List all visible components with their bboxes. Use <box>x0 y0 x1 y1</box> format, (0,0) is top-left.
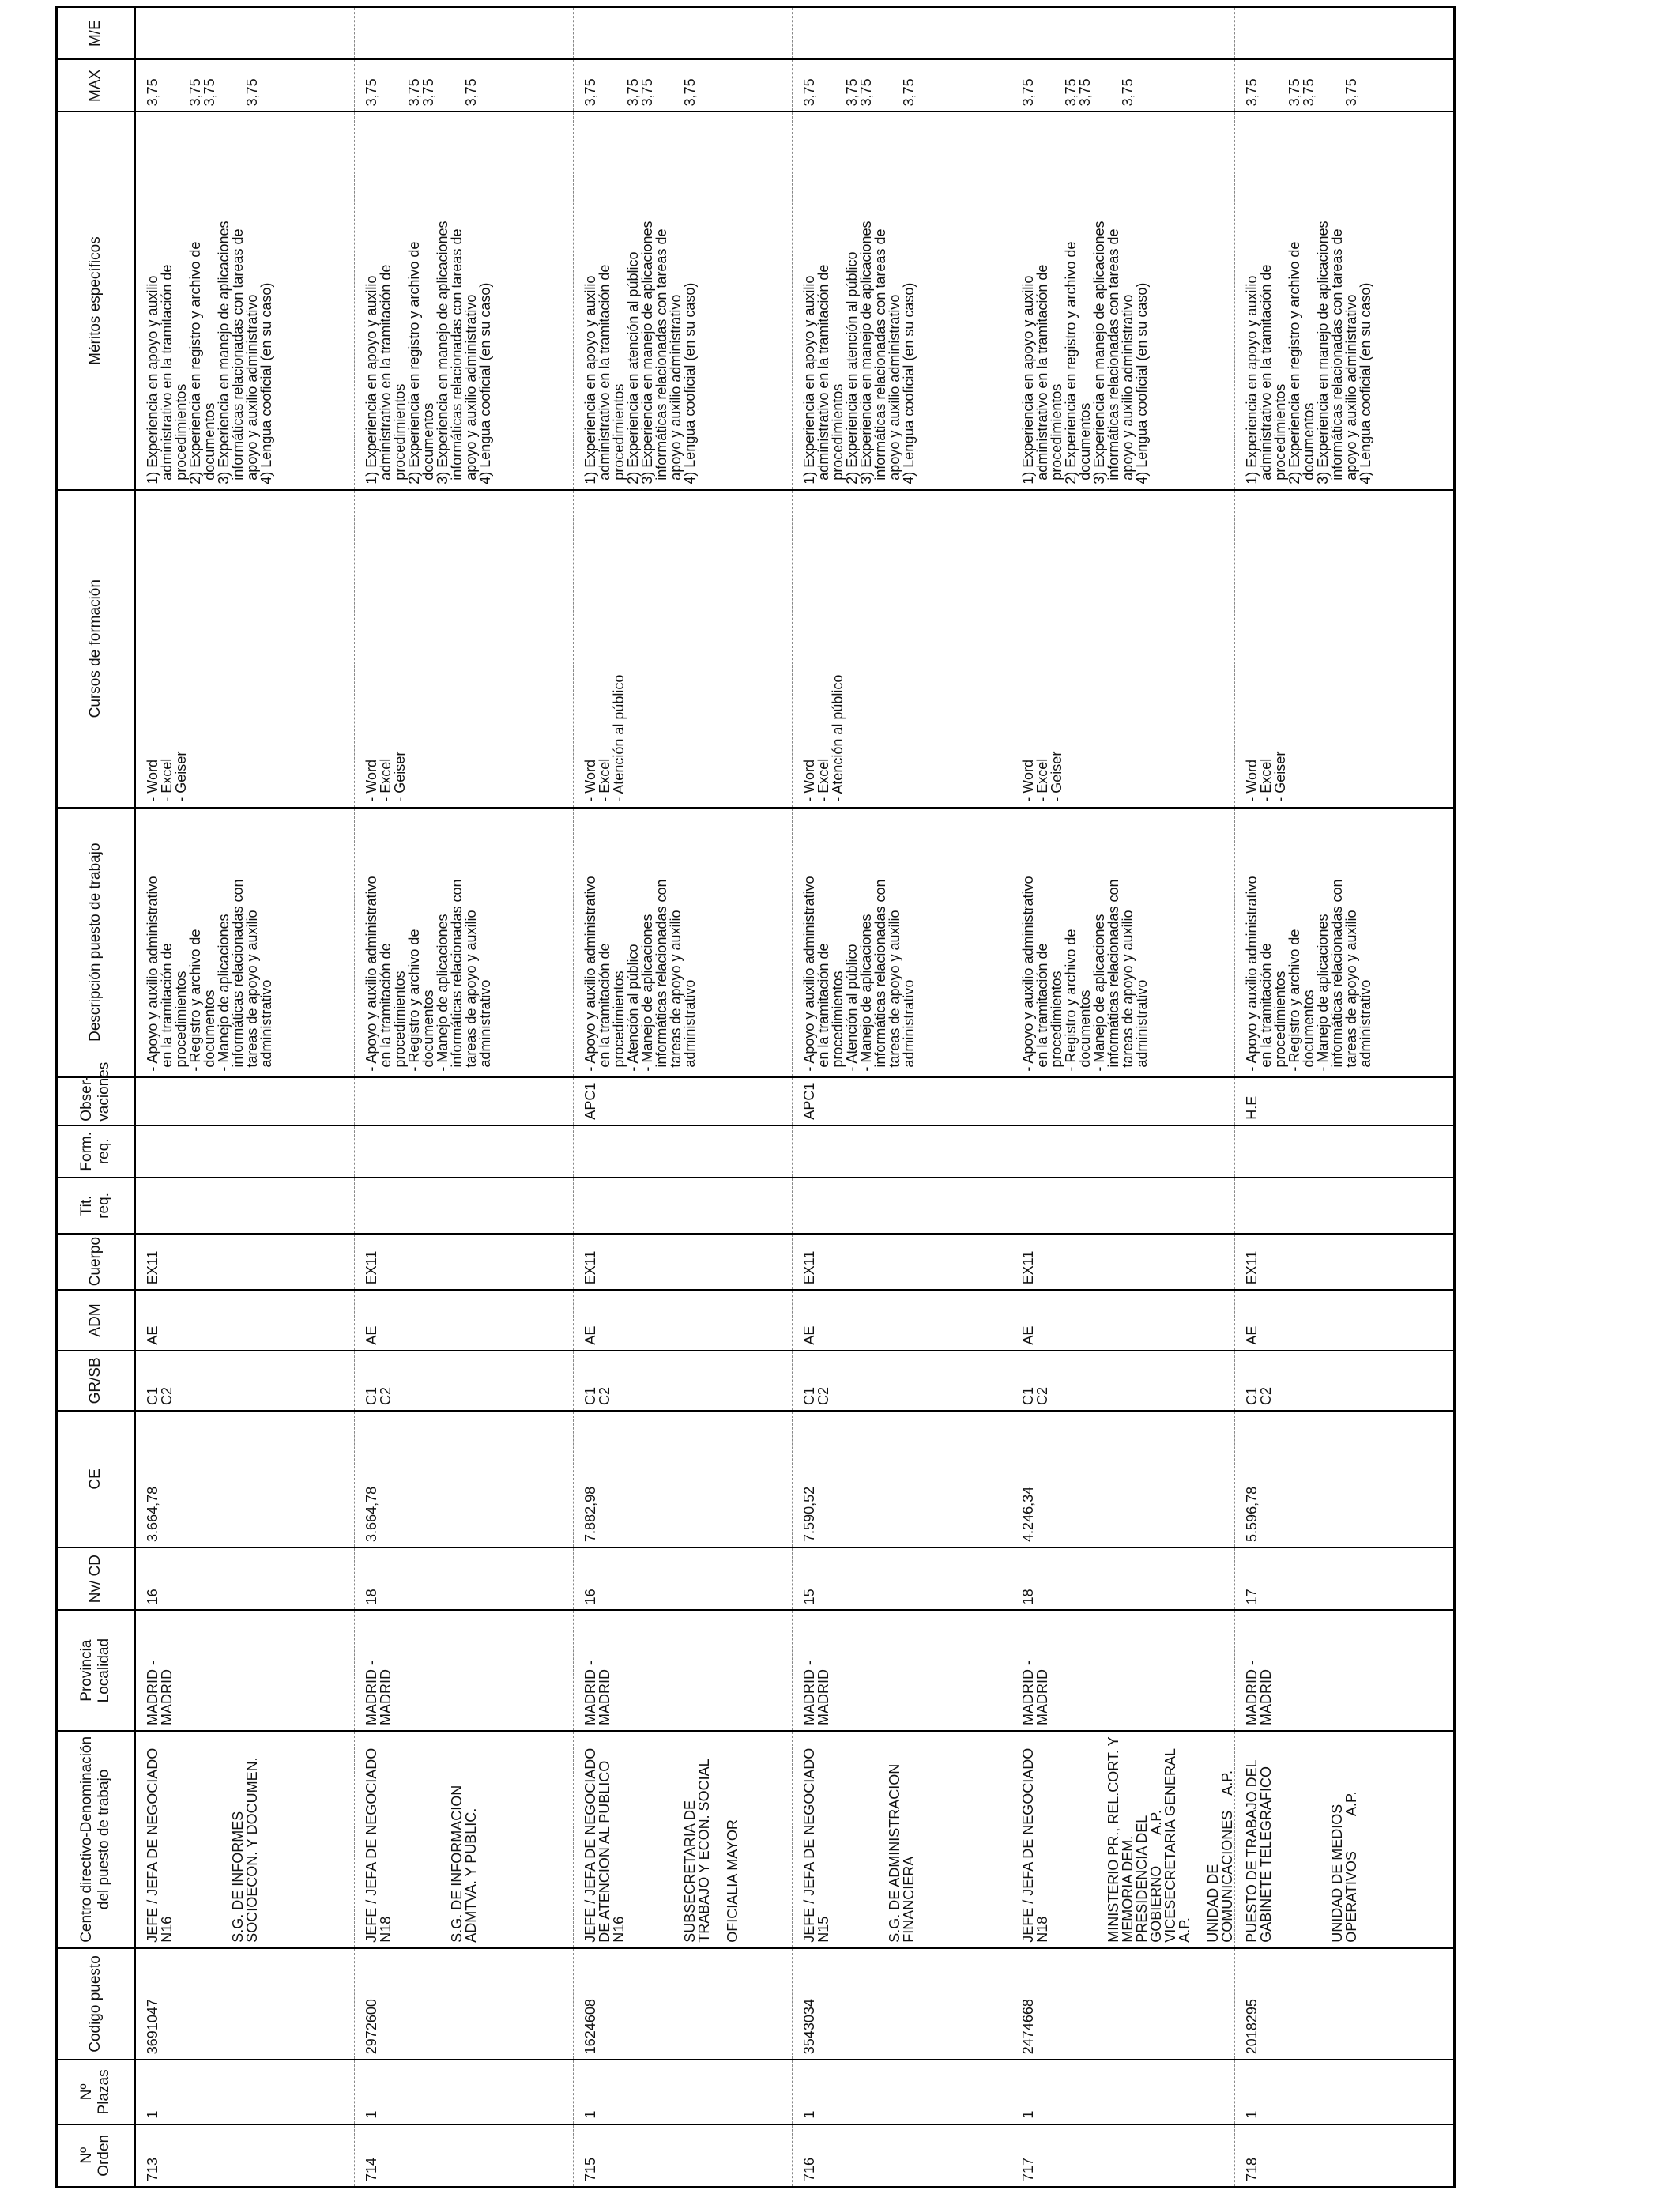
max-value: 3,75 <box>801 78 817 107</box>
header-nivel: Nv/ CD <box>57 1547 135 1610</box>
cell-cuerpo: EX11 <box>135 1234 355 1290</box>
header-codigo: Codigo puesto <box>57 1948 135 2060</box>
cell-cursos: - Word - Excel - Geiser <box>135 490 355 808</box>
cell-cuerpo: EX11 <box>574 1234 793 1290</box>
cell-grsb: C1 C2 <box>1235 1351 1455 1411</box>
header-obs: Obser-vaciones <box>57 1077 135 1125</box>
header-descripcion: Descripción puesto de trabajo <box>57 808 135 1077</box>
unidad-name: MINISTERIO PR., REL.CORT. Y MEMORIA DEM. PRESIDENCIA DEL GOBIERNO A.P. VICESECRETARIA GENERAL A.P. UNIDAD DE COMUNICACIONES A.P. <box>1106 1736 1235 1943</box>
cell-obs: H.E <box>1235 1077 1455 1125</box>
cell-orden: 713 <box>135 2124 355 2187</box>
cell-form <box>355 1125 574 1178</box>
cell-max <box>1235 59 1455 111</box>
header-max: MAX <box>57 59 135 111</box>
header-grsb: GR/SB <box>57 1351 135 1411</box>
cell-descripcion: - Apoyo y auxilio administrativo en la tramitación de procedimientos - Atención al público - Manejo de aplicaciones informáticas relacionadas con tareas de apoyo y auxilio administrativo <box>793 808 1011 1077</box>
cell-cuerpo: EX11 <box>793 1234 1011 1290</box>
unidad-name: UNIDAD DE MEDIOS OPERATIVOS A.P. <box>1329 1791 1359 1943</box>
cell-adm: AE <box>574 1290 793 1350</box>
cell-obs: APC1 <box>574 1077 793 1125</box>
cell-adm: AE <box>355 1290 574 1350</box>
cell-orden: 718 <box>1235 2124 1455 2187</box>
cell-grsb: C1 C2 <box>1011 1351 1235 1411</box>
max-value: 3,75 <box>202 78 217 107</box>
puesto-name: JEFE / JEFA DE NEGOCIADO N15 <box>801 1747 831 1943</box>
max-value: 3,75 <box>844 78 860 107</box>
max-value: 3,75 <box>1244 78 1260 107</box>
cell-me <box>135 7 355 59</box>
cell-nivel: 18 <box>1011 1547 1235 1610</box>
cell-adm: AE <box>135 1290 355 1350</box>
cell-grsb: C1 C2 <box>355 1351 574 1411</box>
cell-tit <box>1235 1178 1455 1234</box>
cell-nivel: 16 <box>574 1547 793 1610</box>
cell-grsb: C1 C2 <box>793 1351 1011 1411</box>
max-value: 3,75 <box>1301 78 1317 107</box>
table-row <box>574 7 793 2187</box>
header-adm: ADM <box>57 1290 135 1350</box>
cell-form <box>1235 1125 1455 1178</box>
rotated-page <box>55 6 1638 2188</box>
cell-max <box>793 59 1011 111</box>
cell-meritos: 1) Experiencia en apoyo y auxilio administrativo en la tramitación de procedimientos 2) Experiencia en registro y archivo de documentos 3) Experiencia en manejo de aplicaciones informáticas relacionadas con tareas de apoyo y auxilio administrativo 4) Lengua cooficial (en su caso) <box>1235 111 1455 489</box>
puesto-name: JEFE / JEFA DE NEGOCIADO N16 <box>145 1747 175 1943</box>
table-row <box>135 7 355 2187</box>
max-value: 3,75 <box>639 78 655 107</box>
header-form: Form. req. <box>57 1125 135 1178</box>
cell-me <box>355 7 574 59</box>
puesto-name: JEFE / JEFA DE NEGOCIADO DE ATENCION AL PUBLICO N16 <box>582 1747 627 1943</box>
cell-adm: AE <box>1235 1290 1455 1350</box>
cell-me <box>793 7 1011 59</box>
unidad-name: S.G. DE INFORMES SOCIOECON. Y DOCUMEN. <box>230 1757 260 1943</box>
unidad-name: S.G. DE ADMINISTRACION FINANCIERA <box>887 1763 917 1943</box>
cell-ce: 5.596,78 <box>1235 1411 1455 1547</box>
unidad-name: S.G. DE INFORMACION ADMTVA. Y PUBLIC. <box>449 1785 479 1943</box>
cell-orden: 717 <box>1011 2124 1235 2187</box>
cell-max <box>1011 59 1235 111</box>
header-plazas: Nº Plazas <box>57 2060 135 2124</box>
cell-descripcion: - Apoyo y auxilio administrativo en la tramitación de procedimientos - Registro y archivo de documentos - Manejo de aplicaciones informáticas relacionadas con tareas de apoyo y auxilio administrativo <box>135 808 355 1077</box>
cell-descripcion: - Apoyo y auxilio administrativo en la tramitación de procedimientos - Registro y archivo de documentos - Manejo de aplicaciones informáticas relacionadas con tareas de apoyo y auxilio administrativo <box>1011 808 1235 1077</box>
max-value: 3,75 <box>582 78 598 107</box>
cell-adm: AE <box>1011 1290 1235 1350</box>
max-value: 3,75 <box>625 78 641 107</box>
cell-cursos: - Word - Excel - Atención al público <box>793 490 1011 808</box>
cell-ce: 7.882,98 <box>574 1411 793 1547</box>
cell-provincia: MADRID - MADRID <box>1011 1610 1235 1731</box>
cell-orden: 714 <box>355 2124 574 2187</box>
cell-max <box>355 59 574 111</box>
max-value: 3,75 <box>463 78 479 107</box>
table-row <box>1235 7 1455 2187</box>
cell-tit <box>793 1178 1011 1234</box>
cell-meritos: 1) Experiencia en apoyo y auxilio administrativo en la tramitación de procedimientos 2) Experiencia en registro y archivo de documentos 3) Experiencia en manejo de aplicaciones informáticas relacionadas con tareas de apoyo y auxilio administrativo 4) Lengua cooficial (en su caso) <box>355 111 574 489</box>
cell-ce: 3.664,78 <box>135 1411 355 1547</box>
max-value: 3,75 <box>1020 78 1036 107</box>
cell-plazas: 1 <box>1011 2060 1235 2124</box>
cell-form <box>135 1125 355 1178</box>
cell-cursos: - Word - Excel - Geiser <box>1235 490 1455 808</box>
cell-meritos: 1) Experiencia en apoyo y auxilio administrativo en la tramitación de procedimientos 2) Experiencia en registro y archivo de documentos 3) Experiencia en manejo de aplicaciones informáticas relacionadas con tareas de apoyo y auxilio administrativo 4) Lengua cooficial (en su caso) <box>135 111 355 489</box>
header-ce: CE <box>57 1411 135 1547</box>
cell-provincia: MADRID - MADRID <box>135 1610 355 1731</box>
cell-plazas: 1 <box>1235 2060 1455 2124</box>
cell-me <box>1235 7 1455 59</box>
cell-centro <box>355 1731 574 1948</box>
job-positions-table <box>55 6 1456 2188</box>
cell-ce: 4.246,34 <box>1011 1411 1235 1547</box>
max-value: 3,75 <box>858 78 874 107</box>
cell-obs <box>135 1077 355 1125</box>
cell-codigo: 2474668 <box>1011 1948 1235 2060</box>
cell-form <box>574 1125 793 1178</box>
cell-centro <box>1011 1731 1235 1948</box>
cell-provincia: MADRID - MADRID <box>574 1610 793 1731</box>
cell-plazas: 1 <box>574 2060 793 2124</box>
puesto-name: PUESTO DE TRABAJO DEL GABINETE TELEGRAFICO <box>1244 1759 1274 1943</box>
cell-ce: 3.664,78 <box>355 1411 574 1547</box>
max-value: 3,75 <box>901 78 917 107</box>
cell-codigo: 1624608 <box>574 1948 793 2060</box>
cell-orden: 716 <box>793 2124 1011 2187</box>
cell-obs <box>1011 1077 1235 1125</box>
cell-tit <box>1011 1178 1235 1234</box>
header-provincia: Provincia Localidad <box>57 1610 135 1731</box>
cell-tit <box>574 1178 793 1234</box>
cell-descripcion: - Apoyo y auxilio administrativo en la tramitación de procedimientos - Registro y archivo de documentos - Manejo de aplicaciones informáticas relacionadas con tareas de apoyo y auxilio administrativo <box>355 808 574 1077</box>
cell-ce: 7.590,52 <box>793 1411 1011 1547</box>
cell-obs: APC1 <box>793 1077 1011 1125</box>
max-value: 3,75 <box>420 78 436 107</box>
max-value: 3,75 <box>1077 78 1093 107</box>
cell-cursos: - Word - Excel - Geiser <box>355 490 574 808</box>
cell-cursos: - Word - Excel - Geiser <box>1011 490 1235 808</box>
cell-nivel: 15 <box>793 1547 1011 1610</box>
cell-nivel: 18 <box>355 1547 574 1610</box>
max-value: 3,75 <box>363 78 379 107</box>
cell-form <box>1011 1125 1235 1178</box>
cell-cuerpo: EX11 <box>355 1234 574 1290</box>
cell-cursos: - Word - Excel - Atención al público <box>574 490 793 808</box>
cell-plazas: 1 <box>355 2060 574 2124</box>
cell-descripcion: - Apoyo y auxilio administrativo en la tramitación de procedimientos - Registro y archivo de documentos - Manejo de aplicaciones informáticas relacionadas con tareas de apoyo y auxilio administrativo <box>1235 808 1455 1077</box>
cell-codigo: 3691047 <box>135 1948 355 2060</box>
max-value: 3,75 <box>1343 78 1359 107</box>
cell-centro <box>574 1731 793 1948</box>
cell-provincia: MADRID - MADRID <box>1235 1610 1455 1731</box>
header-orden: Nº Orden <box>57 2124 135 2187</box>
cell-tit <box>135 1178 355 1234</box>
header-me: M/E <box>57 7 135 59</box>
cell-cuerpo: EX11 <box>1235 1234 1455 1290</box>
cell-orden: 715 <box>574 2124 793 2187</box>
cell-centro <box>135 1731 355 1948</box>
cell-descripcion: - Apoyo y auxilio administrativo en la tramitación de procedimientos - Atención al público - Manejo de aplicaciones informáticas relacionadas con tareas de apoyo y auxilio administrativo <box>574 808 793 1077</box>
puesto-name: JEFE / JEFA DE NEGOCIADO N18 <box>363 1747 394 1943</box>
cell-max <box>574 59 793 111</box>
cell-codigo: 2972600 <box>355 1948 574 2060</box>
cell-obs <box>355 1077 574 1125</box>
cell-provincia: MADRID - MADRID <box>355 1610 574 1731</box>
max-value: 3,75 <box>1063 78 1079 107</box>
cell-meritos: 1) Experiencia en apoyo y auxilio administrativo en la tramitación de procedimientos 2) Experiencia en atención al público 3) Experiencia en manejo de aplicaciones informáticas relacionadas con tareas de apoyo y auxilio administrativo 4) Lengua cooficial (en su caso) <box>574 111 793 489</box>
table-row <box>1011 7 1235 2187</box>
cell-nivel: 16 <box>135 1547 355 1610</box>
header-cursos: Cursos de formación <box>57 490 135 808</box>
max-value: 3,75 <box>244 78 260 107</box>
header-row <box>57 7 135 2187</box>
table-row <box>793 7 1011 2187</box>
cell-centro <box>1235 1731 1455 1948</box>
header-tit: Tit. req. <box>57 1178 135 1234</box>
cell-grsb: C1 C2 <box>574 1351 793 1411</box>
cell-plazas: 1 <box>135 2060 355 2124</box>
cell-tit <box>355 1178 574 1234</box>
unidad-name: SUBSECRETARIA DE TRABAJO Y ECON. SOCIAL OFICIALIA MAYOR <box>682 1759 740 1943</box>
cell-provincia: MADRID - MADRID <box>793 1610 1011 1731</box>
cell-grsb: C1 C2 <box>135 1351 355 1411</box>
max-value: 3,75 <box>145 78 160 107</box>
cell-adm: AE <box>793 1290 1011 1350</box>
max-value: 3,75 <box>1120 78 1136 107</box>
cell-plazas: 1 <box>793 2060 1011 2124</box>
max-value: 3,75 <box>682 78 698 107</box>
cell-me <box>574 7 793 59</box>
cell-form <box>793 1125 1011 1178</box>
cell-centro <box>793 1731 1011 1948</box>
header-meritos: Méritos específicos <box>57 111 135 489</box>
cell-max <box>135 59 355 111</box>
cell-codigo: 3543034 <box>793 1948 1011 2060</box>
header-centro: Centro directivo-Denominación del puesto de trabajo <box>57 1731 135 1948</box>
cell-me <box>1011 7 1235 59</box>
table-row <box>355 7 574 2187</box>
cell-meritos: 1) Experiencia en apoyo y auxilio administrativo en la tramitación de procedimientos 2) Experiencia en registro y archivo de documentos 3) Experiencia en manejo de aplicaciones informáticas relacionadas con tareas de apoyo y auxilio administrativo 4) Lengua cooficial (en su caso) <box>1011 111 1235 489</box>
header-cuerpo: Cuerpo <box>57 1234 135 1290</box>
max-value: 3,75 <box>187 78 203 107</box>
cell-nivel: 17 <box>1235 1547 1455 1610</box>
cell-cuerpo: EX11 <box>1011 1234 1235 1290</box>
max-value: 3,75 <box>406 78 422 107</box>
cell-codigo: 2018295 <box>1235 1948 1455 2060</box>
max-value: 3,75 <box>1286 78 1302 107</box>
cell-meritos: 1) Experiencia en apoyo y auxilio administrativo en la tramitación de procedimientos 2) Experiencia en atención al público 3) Experiencia en manejo de aplicaciones informáticas relacionadas con tareas de apoyo y auxilio administrativo 4) Lengua cooficial (en su caso) <box>793 111 1011 489</box>
puesto-name: JEFE / JEFA DE NEGOCIADO N18 <box>1020 1747 1050 1943</box>
